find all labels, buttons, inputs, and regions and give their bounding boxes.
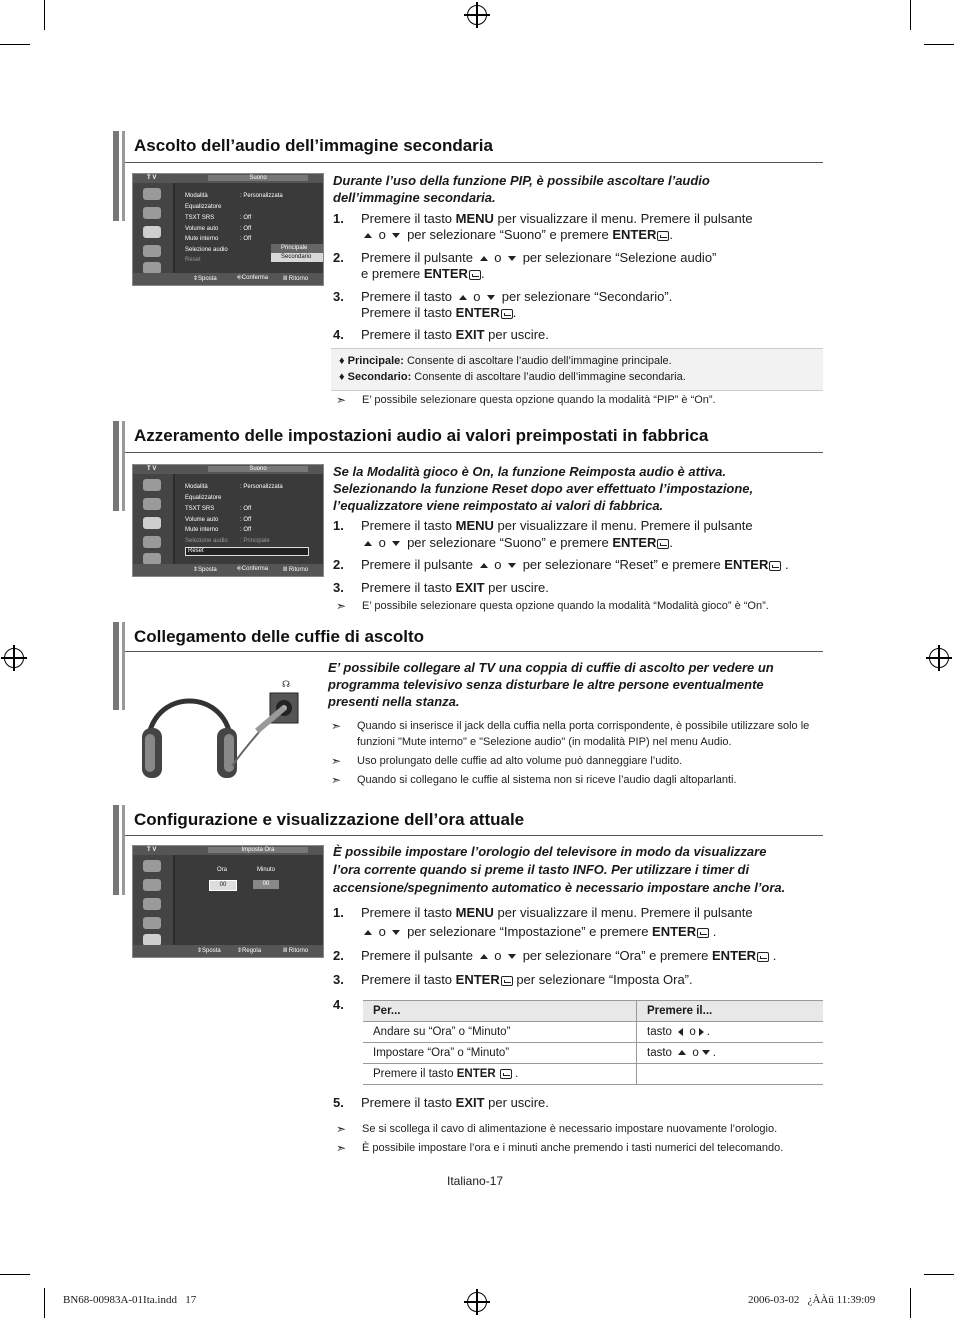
image-icon [143,207,161,219]
registration-mark-top [467,5,487,25]
page-number: Italiano-17 [447,1174,504,1188]
enter-icon [769,561,781,571]
options-box: ♦ Principale: Consente di ascoltare l’audio dell’immagine principale. ♦ Secondario: Consente di ascoltare l’audio dell’immagine secondaria. [331,348,823,391]
section-intro: E’ possibile collegare al TV una coppia di cuffie di ascolto per vedere un programma televisivo senza disturbare le altre persone eventualmente presenti nella stanza. [328,660,774,709]
svg-text:☊: ☊ [282,680,290,690]
section-title: Configurazione e visualizzazione dell’ora attuale [134,810,525,829]
tv-menu-imposta-ora: T V Imposta Ora Ora Minuto 00 00 ⇕Sposta ⇕Regola Ⅲ Ritorno [132,845,324,958]
key-table: Per... Premere il... Andare su “Ora” o “Minuto” tasto o . Impostare “Ora” o “Minuto” tasto o . Premere il tasto ENTER . [363,1000,823,1085]
picture-icon [143,479,161,491]
picture-icon [143,860,161,872]
enter-icon [501,976,513,986]
section-title: Ascolto dell’audio dell’immagine secondaria [134,136,493,155]
enter-icon [757,952,769,962]
sound-icon [143,517,161,529]
print-stamp: 2006-03-02 ¿ÀÀü 11:39:09 [748,1294,876,1306]
registration-mark-left [4,648,24,668]
section-intro: È possibile impostare l’orologio del televisore in modo da visualizzare l’ora corrente quando si preme il tasto INFO. Per utilizzare i timer di accensione/spegnimento automatico è necessario impostare anche l’ora. [333,844,786,895]
enter-icon [657,231,669,241]
tv-menu-suono: T V Suono Modalità : Personalizzata Equalizzatore TSXT SRS : Off Volume auto : Off Mute interno : Off Selezione audio Reset Principale Secondario ⇕Sposta ⎆Conferma Ⅲ Ritorno [132,173,324,286]
file-name: BN68-00983A-01Ita.indd 17 [63,1294,197,1306]
section-intro: Durante l’uso della funzione PIP, è possibile ascoltare l’audio dell’immagine secondaria. [333,173,710,205]
channel-icon [143,245,161,257]
enter-icon [501,309,513,319]
channel-icon [143,917,161,929]
section-title: Azzeramento delle impostazioni audio ai valori preimpostati in fabbrica [134,426,709,445]
enter-icon [657,539,669,549]
enter-icon [697,928,709,938]
enter-icon [500,1069,512,1079]
registration-mark-bottom [467,1292,487,1312]
headphones-illustration [136,676,308,796]
enter-icon [469,270,481,280]
channel-icon [143,536,161,548]
image-icon [143,498,161,510]
section-intro: Se la Modalità gioco è On, la funzione Reimposta audio è attiva. Selezionando la funzione Reset dopo aver effettuato l’impostazione, l’equalizzatore viene reimpostato ai valori di fabbrica. [333,464,754,513]
registration-mark-right [929,648,949,668]
tv-menu-suono-reset: T V Suono Modalità : Personalizzata Equalizzatore TSXT SRS : Off Volume auto : Off Mute interno : Off Selezione audio : Principale Reset ⇕Sposta ⎆Conferma Ⅲ Ritorno [132,464,324,577]
picture-icon [143,188,161,200]
section-title: Collegamento delle cuffie di ascolto [134,627,424,646]
sound-icon [143,226,161,238]
sound-icon [143,898,161,910]
image-icon [143,879,161,891]
